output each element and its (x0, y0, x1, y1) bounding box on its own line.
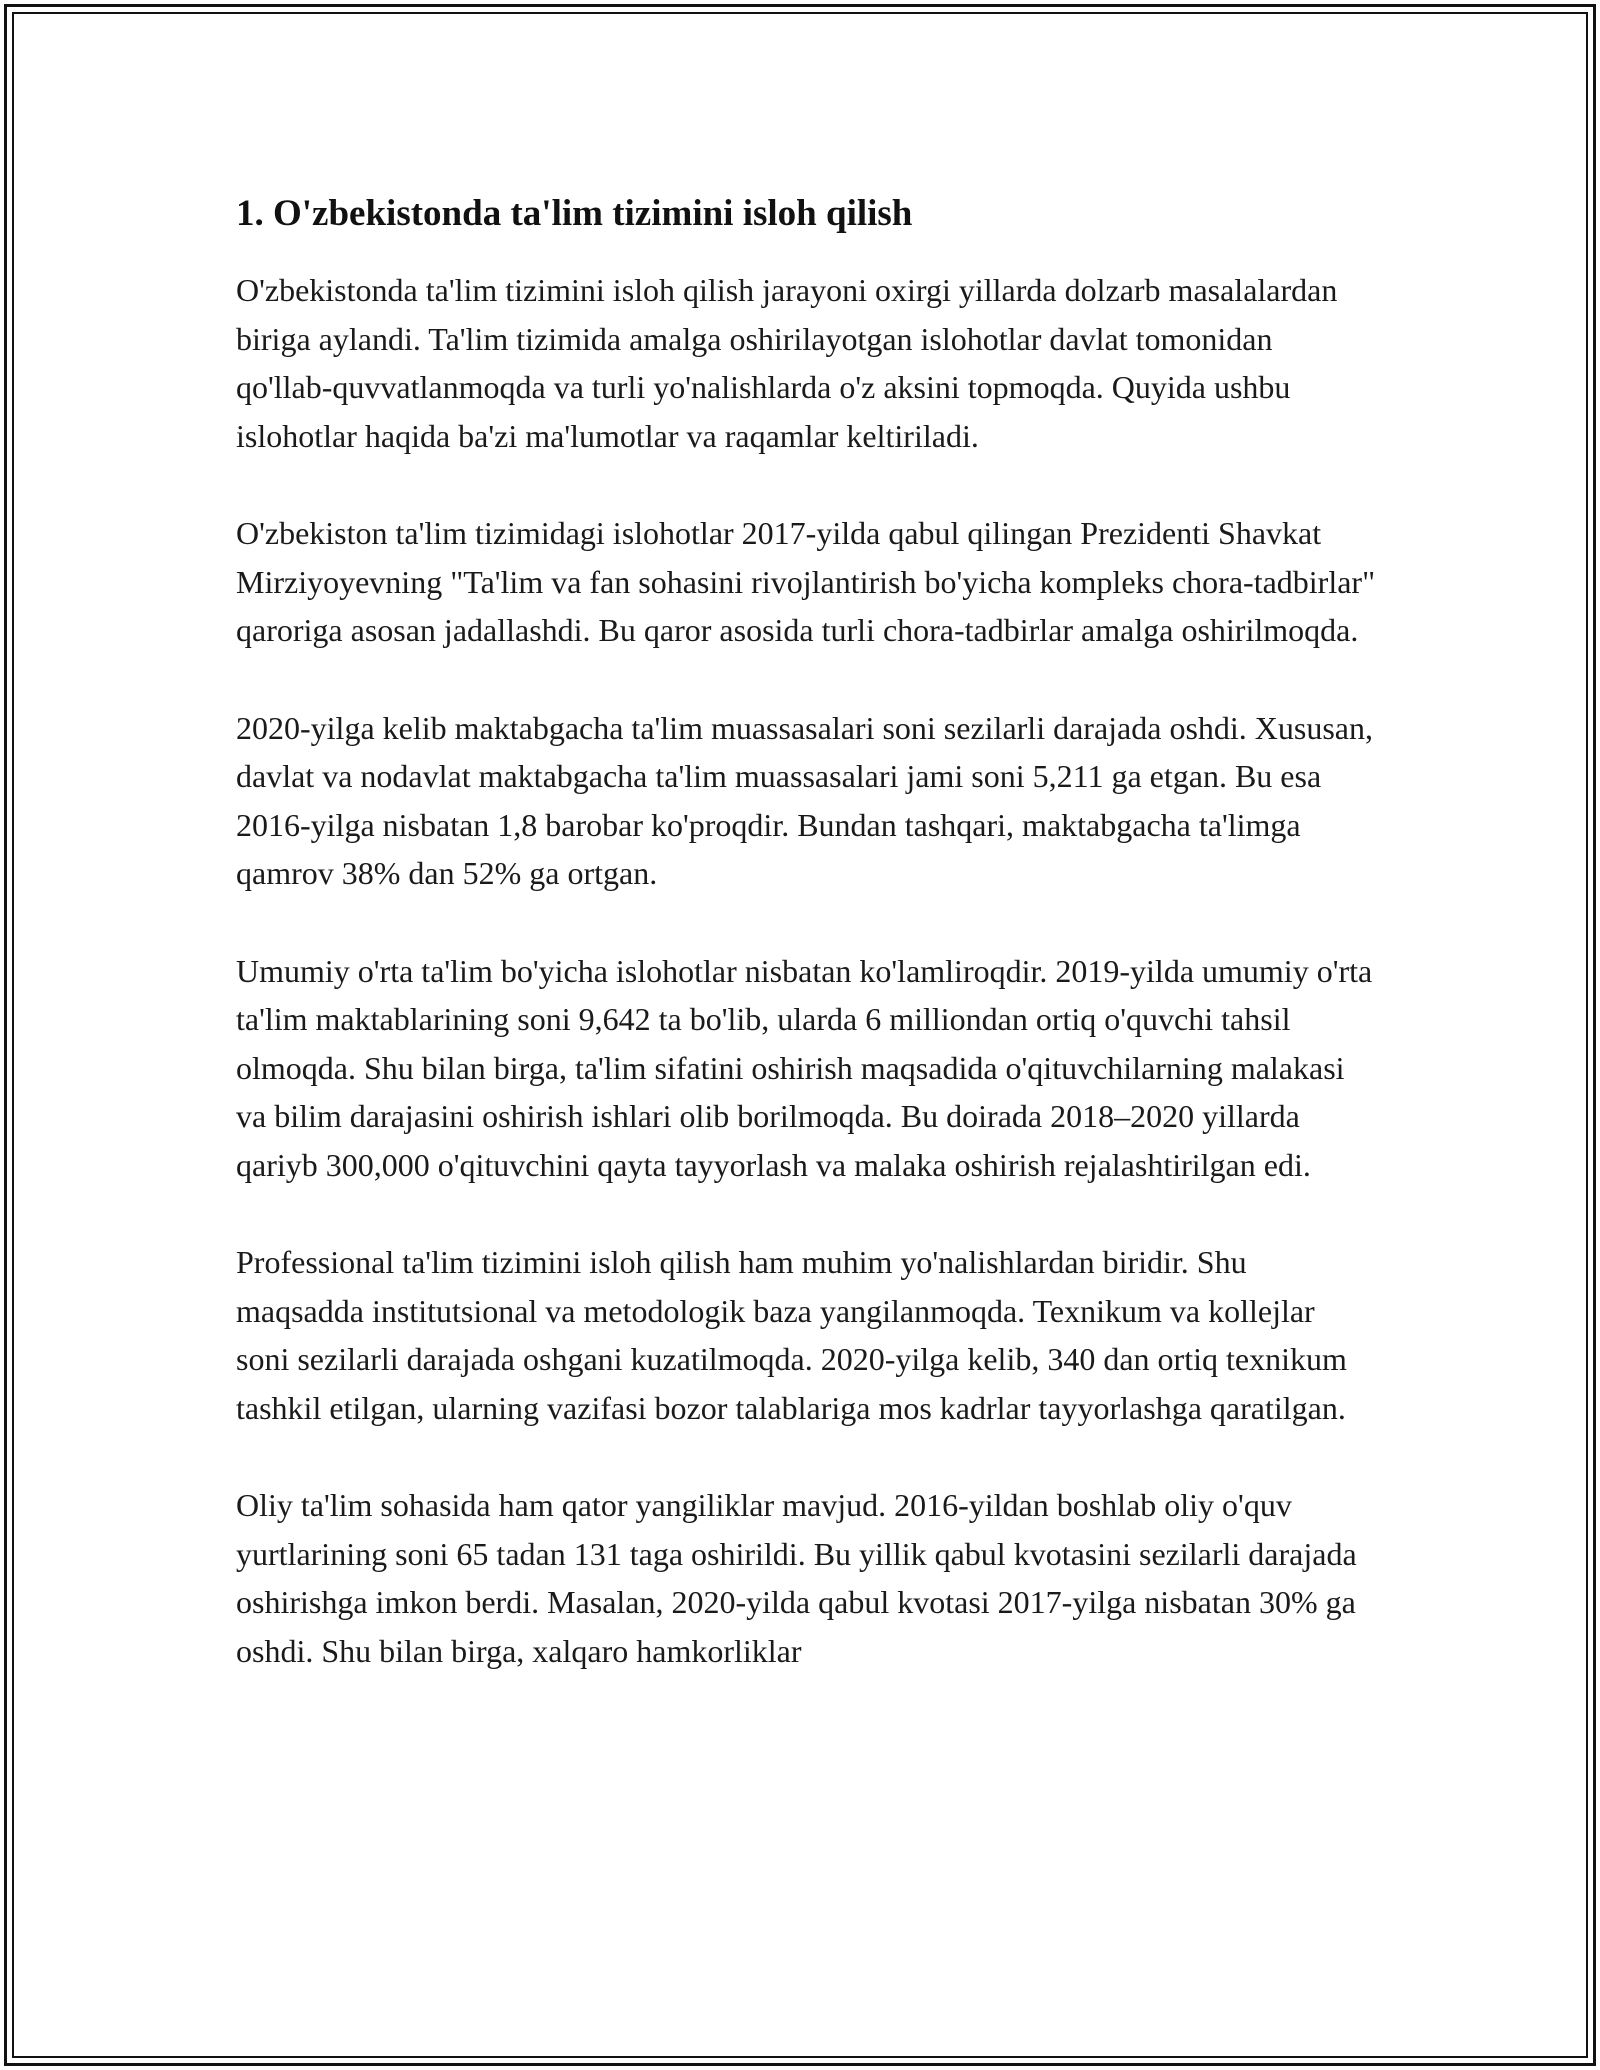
paragraph-reforms-2017: O'zbekiston ta'lim tizimidagi islohotlar 2017-yilda qabul qilingan Prezidenti Shavkat Mirziyoyevning "Ta'lim va fan sohasini rivojlantirish bo'yicha kompleks chora-tadbirlar" qaroriga asosan jadallashdi. Bu qaror asosida turli chora-tadbirlar amalga oshirilmoqda. (236, 515, 1376, 648)
document-body (236, 190, 1376, 1724)
paragraph-preschool: 2020-yilga kelib maktabgacha ta'lim muassasalari soni sezilarli darajada oshdi. Xususan, davlat va nodavlat maktabgacha ta'lim muassasalari jami soni 5,211 ga etgan. Bu esa 2016-yilga nisbatan 1,8 barobar ko'proqdir. Bundan tashqari, maktabgacha ta'limga qamrov 38% dan 52% ga ortgan. (236, 709, 1373, 891)
paragraph-intro: O'zbekistonda ta'lim tizimini isloh qilish jarayoni oxirgi yillarda dolzarb masalalardan biriga aylandi. Ta'lim tizimida amalga oshirilayotgan islohotlar davlat tomonidan qo'llab-quvvatlanmoqda va turli yo'nalishlarda o'z aksini topmoqda. Quyida ushbu islohotlar haqida ba'zi ma'lumotlar va raqamlar keltiriladi. (236, 272, 1338, 454)
section-title: 1. O'zbekistonda ta'lim tizimini isloh qilish (236, 193, 913, 234)
paragraph-professional-education: Professional ta'lim tizimini isloh qilish ham muhim yo'nalishlardan biridir. Shu maqsadda institutsional va metodologik baza yangilanmoqda. Texnikum va kollejlar soni sezilarli darajada oshgani kuzatilmoqda. 2020-yilga kelib, 340 dan ortiq texnikum tashkil etilgan, ularning vazifasi bozor talablariga mos kadrlar tayyorlashga qaratilgan. (236, 1244, 1347, 1426)
paragraph-secondary-education: Umumiy o'rta ta'lim bo'yicha islohotlar nisbatan ko'lamliroqdir. 2019-yilda umumiy o'rta ta'lim maktablarining soni 9,642 ta bo'lib, ularda 6 milliondan ortiq o'quvchi tahsil olmoqda. Shu bilan birga, ta'lim sifatini oshirish maqsadida o'qituvchilarning malakasi va bilim darajasini oshirish ishlari olib borilmoqda. Bu doirada 2018–2020 yillarda qariyb 300,000 o'qituvchini qayta tayyorlash va malaka oshirish rejalashtirilgan edi. (236, 952, 1373, 1183)
paragraph-higher-education: Oliy ta'lim sohasida ham qator yangiliklar mavjud. 2016-yildan boshlab oliy o'quv yurtlarining soni 65 tadan 131 taga oshirildi. Bu yillik qabul kvotasini sezilarli darajada oshirishga imkon berdi. Masalan, 2020-yilda qabul kvotasi 2017-yilga nisbatan 30% ga oshdi. Shu bilan birga, xalqaro hamkorliklar (236, 1487, 1357, 1669)
